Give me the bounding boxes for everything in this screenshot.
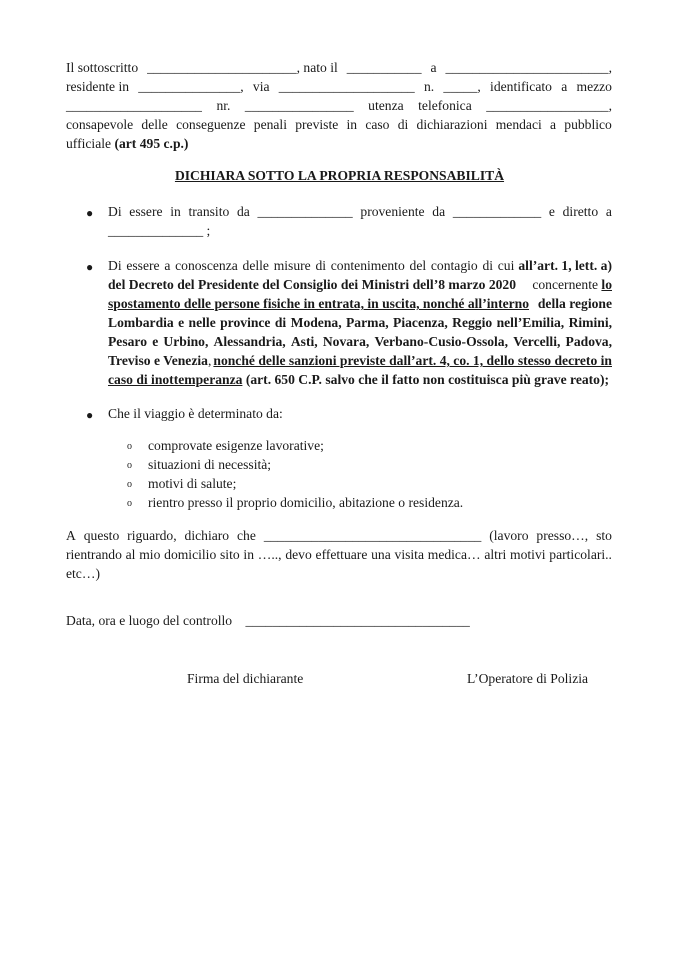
word: ________________________________ xyxy=(263,528,482,543)
bullet-dot-icon: ● xyxy=(86,408,94,422)
word: A xyxy=(66,528,76,543)
word: Lombardia xyxy=(108,315,174,330)
word: essere xyxy=(126,258,160,273)
word: province xyxy=(220,315,271,330)
word: previste xyxy=(295,117,339,132)
word: visita xyxy=(394,547,424,562)
word: Di xyxy=(108,204,122,219)
intro-line-2 xyxy=(66,78,612,96)
word: ….., xyxy=(257,547,282,562)
word: contenimento xyxy=(330,258,405,273)
word: conseguenze xyxy=(176,117,246,132)
word: via xyxy=(252,79,270,94)
word: _____, xyxy=(443,79,481,94)
word: questo xyxy=(83,528,120,543)
regard-line-1 xyxy=(66,527,612,545)
word: Rimini, xyxy=(568,315,612,330)
word: dichiarazioni xyxy=(416,117,488,132)
bullet2-text: (art. 650 C.P. salvo che il fatto non costituisca più grave reato); xyxy=(242,372,610,387)
word: a xyxy=(164,258,171,273)
word: __________________, xyxy=(486,98,612,113)
word: delle xyxy=(141,117,168,132)
word: penali xyxy=(253,117,287,132)
word: sito xyxy=(220,547,240,562)
bullet3-text: Che il viaggio è determinato da: xyxy=(108,406,283,421)
option-return-home: rientro presso il proprio domicilio, abitazione o residenza. xyxy=(148,495,464,510)
word: in xyxy=(346,117,358,132)
word: cui xyxy=(497,258,515,273)
word: Modena, xyxy=(290,315,342,330)
word: Novara, xyxy=(322,334,370,349)
word: identificato xyxy=(490,79,552,94)
circle-bullet-icon: o xyxy=(127,441,132,452)
word: ________________ xyxy=(244,98,354,113)
word: Alessandria, xyxy=(213,334,286,349)
bullet2-line-4 xyxy=(108,314,612,332)
word: che xyxy=(237,528,256,543)
word: consapevole xyxy=(66,117,134,132)
bullet2-text: concernente xyxy=(532,277,599,292)
word: di xyxy=(397,117,409,132)
word: _______________, xyxy=(138,79,244,94)
bullet-dot-icon: ● xyxy=(86,260,94,274)
word: delle xyxy=(242,258,269,273)
word: in xyxy=(170,204,181,219)
word: e xyxy=(548,204,555,219)
intro-line-1 xyxy=(66,59,612,77)
word: di xyxy=(274,315,287,330)
word: Piacenza, xyxy=(393,315,448,330)
word: _____________ xyxy=(452,204,542,219)
word: contagio xyxy=(430,258,478,273)
word: ____________________ xyxy=(278,79,415,94)
control-label: Data, ora e luogo del controllo xyxy=(66,613,233,628)
word: Verbano-Cusio-Ossola, xyxy=(374,334,509,349)
word: e xyxy=(178,315,185,330)
word: rientrando xyxy=(66,547,122,562)
word: mendaci xyxy=(495,117,542,132)
word: ________________________, xyxy=(445,60,612,75)
declarant-signature-label: Firma del dichiarante xyxy=(187,671,304,686)
bullet2-line-3 xyxy=(108,295,612,313)
intro-line-3 xyxy=(66,97,612,115)
word: caso xyxy=(365,117,390,132)
article-reference: all’art. 1, lett. a) xyxy=(518,258,612,273)
word: altri xyxy=(484,547,507,562)
word: riguardo, xyxy=(127,528,177,543)
bullet2-text: spostamento delle persone fisiche in entrata, in uscita, nonché all’interno xyxy=(108,296,530,311)
word: residente in xyxy=(66,79,130,94)
word: Il sottoscritto xyxy=(66,60,139,75)
bullet-dot-icon: ● xyxy=(86,206,94,220)
option-work: comprovate esigenze lavorative; xyxy=(148,438,324,453)
word: Pesaro xyxy=(108,334,148,349)
word: nelle xyxy=(188,315,216,330)
bullet2-line-5 xyxy=(108,333,612,351)
officer-signature-label: L’Operatore di Polizia xyxy=(467,671,589,686)
word: Vercelli, xyxy=(513,334,561,349)
circle-bullet-icon: o xyxy=(127,479,132,490)
word: Reggio xyxy=(452,315,493,330)
word: in xyxy=(243,547,254,562)
word: e xyxy=(152,334,159,349)
bullet2-text: lo xyxy=(601,277,612,292)
circle-bullet-icon: o xyxy=(127,460,132,471)
article-reference: (art 495 c.p.) xyxy=(114,136,189,151)
bullet2-line-6 xyxy=(108,352,612,370)
circle-bullet-icon: o xyxy=(127,498,132,509)
word: transito xyxy=(188,204,230,219)
word: Di xyxy=(108,258,122,273)
word: al xyxy=(125,547,136,562)
bullet1-line-2: ______________ ; xyxy=(108,223,211,238)
word: presso…, xyxy=(536,528,589,543)
word: nr. xyxy=(216,98,231,113)
word: essere xyxy=(129,204,163,219)
bullet2-line-2 xyxy=(108,276,612,294)
word: di xyxy=(315,258,327,273)
regard-line-2 xyxy=(66,546,612,564)
word: di xyxy=(482,258,494,273)
control-line xyxy=(66,612,470,630)
word: particolari.. xyxy=(549,547,612,562)
word: utenza xyxy=(368,98,404,113)
word: medica… xyxy=(427,547,481,562)
word: proveniente xyxy=(360,204,425,219)
word: Asti, xyxy=(290,334,318,349)
bullet1-line-1 xyxy=(108,203,612,221)
word: del xyxy=(409,258,427,273)
bullet2-text: caso di inottemperanza xyxy=(108,372,243,387)
word: telefonica xyxy=(418,98,472,113)
word: una xyxy=(371,547,391,562)
word: da xyxy=(432,204,446,219)
word: da xyxy=(236,204,250,219)
word: motivi xyxy=(510,547,546,562)
bullet2-text: della regione xyxy=(537,296,612,311)
word: Urbino, xyxy=(163,334,209,349)
bullet2-line-7 xyxy=(108,371,609,389)
bullet2-line-1 xyxy=(108,257,612,275)
word: nell’Emilia, xyxy=(496,315,565,330)
word: n. xyxy=(423,79,435,94)
word: a xyxy=(430,60,437,75)
regard-line-3: etc…) xyxy=(66,566,100,581)
word: a xyxy=(561,79,568,94)
decree-reference: del Decreto del Presidente del Consiglio dei Ministri dell’8 marzo 2020 xyxy=(108,277,517,292)
bullet2-text: nonché delle sanzioni previste dall’art. 4, co. 1, dello stesso decreto in xyxy=(213,353,612,368)
word: a xyxy=(550,117,557,132)
bullet2-text: , xyxy=(207,353,212,368)
word: dichiaro xyxy=(184,528,230,543)
intro-line-4 xyxy=(66,116,612,134)
word: Padova, xyxy=(565,334,612,349)
word: sto xyxy=(596,528,612,543)
word: mio xyxy=(139,547,161,562)
intro-text: ufficiale xyxy=(66,136,115,151)
word: ______________________, nato il xyxy=(147,60,338,75)
word: ____________________ xyxy=(66,98,202,113)
word: conoscenza xyxy=(175,258,238,273)
word: effettuare xyxy=(315,547,368,562)
word: (lavoro xyxy=(489,528,529,543)
word: ______________ xyxy=(257,204,353,219)
word: ___________ xyxy=(346,60,422,75)
word: mezzo xyxy=(576,79,612,94)
word: pubblico xyxy=(564,117,612,132)
word: misure xyxy=(273,258,311,273)
bullet2-text: Treviso e Venezia xyxy=(108,353,208,368)
word: devo xyxy=(285,547,312,562)
declaration-heading: DICHIARA SOTTO LA PROPRIA RESPONSABILITÀ xyxy=(174,168,505,183)
option-health: motivi di salute; xyxy=(148,476,237,491)
control-blank: _________________________________ xyxy=(245,613,470,628)
word: a xyxy=(605,204,612,219)
word: diretto xyxy=(562,204,599,219)
option-necessity: situazioni di necessità; xyxy=(148,457,272,472)
intro-line-5 xyxy=(66,135,188,153)
word: domicilio xyxy=(164,547,217,562)
word: Parma, xyxy=(345,315,389,330)
